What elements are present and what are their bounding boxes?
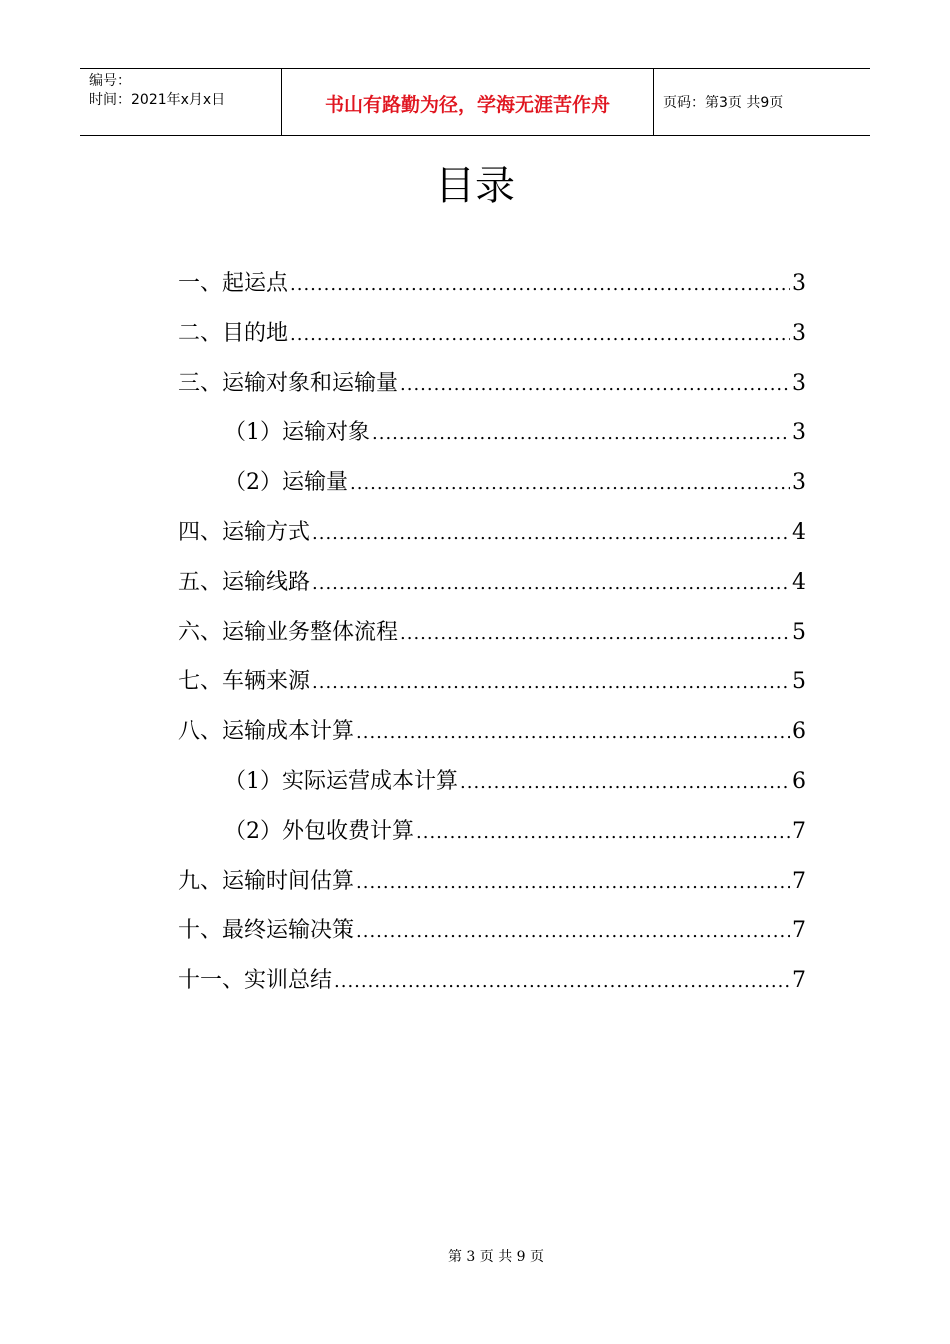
toc-entry-label: 六、运输业务整体流程 [178,619,399,645]
toc-leader-dots [334,962,790,1002]
toc-entry-label: 十一、实训总结 [178,968,333,994]
toc-entry[interactable] [178,264,806,314]
number-label: 编号： [89,73,131,89]
header-meta [80,69,282,135]
toc-leader-dots [356,912,790,952]
toc-entry[interactable] [178,911,806,961]
toc-entry[interactable] [178,513,806,563]
toc-entry-label: 三、运输对象和运输量 [178,370,399,396]
toc-entry-page: 7 [792,868,806,894]
toc-entry-page: 3 [792,370,806,396]
toc-leader-dots [356,863,790,903]
toc-entry-page: 4 [792,519,806,545]
toc-entry-page: 6 [792,719,806,745]
table-of-contents [178,264,806,1011]
page-footer: 第 3 页 共 9 页 [447,1249,545,1265]
toc-entry-page: 3 [792,271,806,296]
toc-entry-page: 6 [792,768,806,794]
page-header [80,68,870,136]
toc-entry[interactable] [178,712,806,762]
toc-entry[interactable] [178,961,806,1011]
toc-entry[interactable] [178,762,806,812]
toc-leader-dots [460,763,790,803]
time-label: 时间：2021年x月x日 [89,92,226,108]
toc-entry-page: 5 [792,669,806,695]
toc-entry[interactable] [178,364,806,414]
toc-leader-dots [400,365,790,405]
toc-entry-label: 四、运输方式 [178,519,311,545]
toc-entry-label: 九、运输时间估算 [178,868,355,894]
toc-entry-page: 3 [792,470,806,496]
toc-leader-dots [312,663,790,703]
toc-entry-label: 十、最终运输决策 [178,918,355,944]
toc-entry-page: 7 [792,818,806,844]
toc-entry[interactable] [178,812,806,862]
toc-entry[interactable] [178,862,806,912]
toc-entry-label: 七、车辆来源 [178,669,311,695]
document-title: 目录 [435,163,515,209]
toc-entry-label: 二、目的地 [178,320,289,346]
toc-leader-dots [290,265,790,305]
toc-leader-dots [416,813,790,853]
toc-leader-dots [356,713,790,753]
toc-entry-page: 7 [792,918,806,944]
toc-leader-dots [290,315,790,355]
toc-entry-page: 3 [792,320,806,346]
toc-entry-label: 一、起运点 [178,271,289,296]
toc-entry-page: 4 [792,569,806,595]
toc-leader-dots [312,514,790,554]
toc-leader-dots [400,614,790,654]
toc-entry-page: 3 [792,420,806,446]
toc-entry[interactable] [178,314,806,364]
toc-leader-dots [372,414,790,454]
toc-entry-page: 5 [792,619,806,645]
toc-entry-label: （1）实际运营成本计算 [224,768,458,794]
toc-entry[interactable] [178,413,806,463]
toc-entry[interactable] [178,613,806,663]
header-motto: 书山有路勤为径，学海无涯苦作舟 [282,69,654,135]
toc-entry[interactable] [178,463,806,513]
toc-entry[interactable] [178,662,806,712]
toc-entry-label: （1）运输对象 [224,420,370,446]
toc-entry-label: （2）运输量 [224,470,348,496]
toc-entry-label: 八、运输成本计算 [178,719,355,745]
toc-entry-label: 五、运输线路 [178,569,311,595]
toc-leader-dots [312,564,790,604]
toc-entry-label: （2）外包收费计算 [224,818,414,844]
header-page-info: 页码：第3页 共9页 [663,95,784,111]
toc-leader-dots [350,464,790,504]
toc-entry-page: 7 [792,968,806,994]
toc-entry[interactable] [178,563,806,613]
